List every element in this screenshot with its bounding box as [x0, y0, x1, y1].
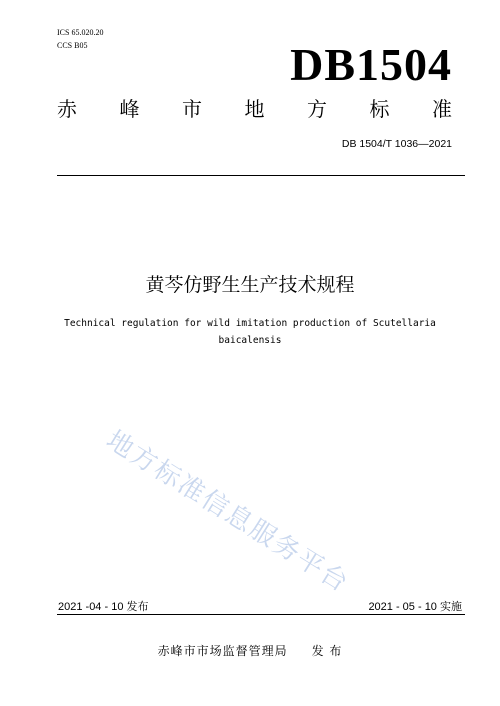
standard-type-char: 方: [307, 97, 327, 121]
standard-number: DB 1504/T 1036—2021: [341, 138, 452, 150]
standard-type-char: 准: [432, 97, 452, 121]
standard-type-char: 标: [369, 97, 390, 121]
issuer-name: 赤峰市市场监督管理局: [157, 644, 288, 658]
ics-code: ICS 65.020.20: [57, 28, 104, 37]
implementation-date: 2021 - 05 - 10 实施: [368, 601, 462, 613]
standard-type-char: 峰: [119, 97, 140, 121]
document-title-english: [40, 315, 460, 349]
english-title-line: Technical regulation for wild imitation production of Scutellaria: [64, 318, 436, 329]
standard-type-char: 赤: [57, 97, 77, 121]
standard-type-char: 地: [244, 97, 265, 121]
footer-divider: [57, 614, 465, 615]
classification-codes: [57, 26, 103, 52]
issue-date: 2021 -04 - 10 发布: [58, 601, 149, 613]
watermark-text: 地方标准信息服务平台: [100, 425, 355, 599]
ccs-code: CCS B05: [57, 41, 88, 50]
standard-type-char: 市: [182, 97, 202, 121]
standard-type-title: [57, 96, 452, 122]
db-code-logo: DB1504: [290, 39, 452, 90]
document-title-chinese: 黄芩仿野生生产技术规程: [145, 274, 355, 296]
english-title-line: baicalensis: [218, 335, 282, 346]
issue-word: 发 布: [311, 644, 343, 658]
issuing-authority: [0, 642, 500, 659]
header-divider: [57, 175, 465, 176]
